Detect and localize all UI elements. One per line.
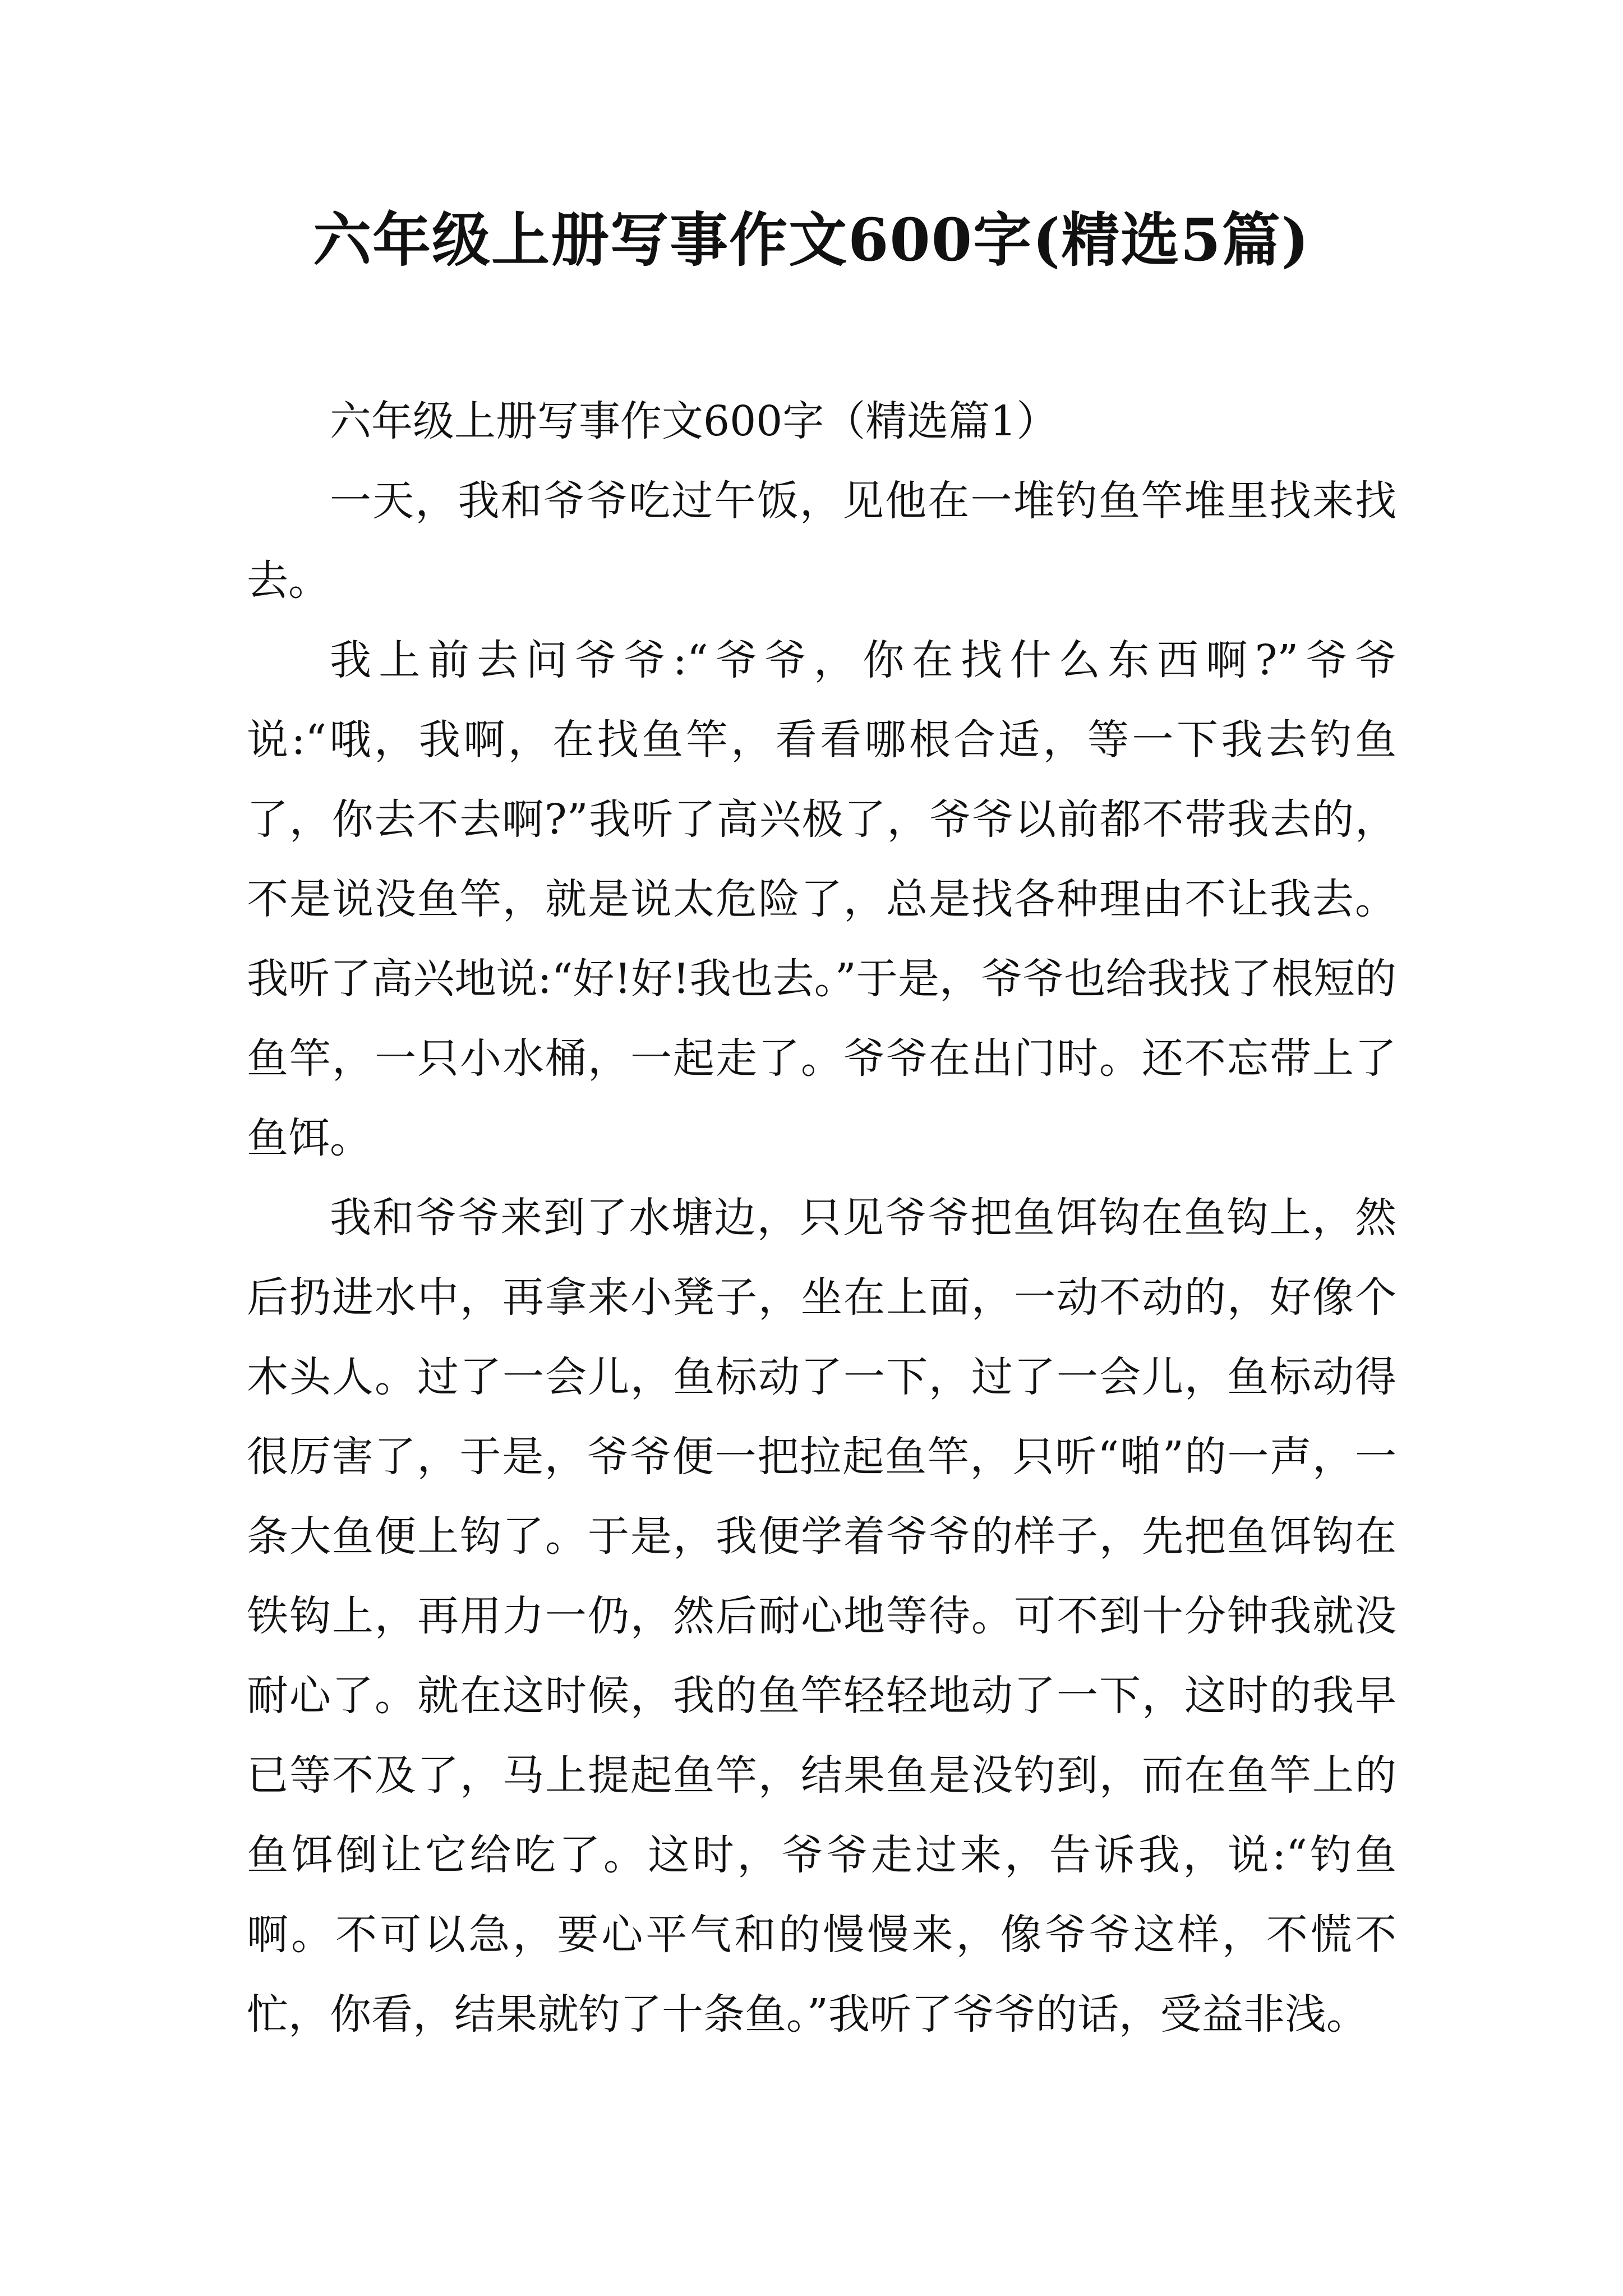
paragraph: 我上前去问爷爷:“爷爷，你在找什么东西啊?”爷爷说:“哦，我啊，在找鱼竿，看看哪根合适，等一下我去钓鱼了，你去不去啊?”我听了高兴极了，爷爷以前都不带我去的，不是说没鱼竿，就是说太危险了，总是找各种理由不让我去。我听了高兴地说:“好!好!我也去。”于是，爷爷也给我找了根短的鱼竿，一只小水桶，一起走了。爷爷在出门时。还不忘带上了鱼饵。: [247, 636, 1396, 1162]
section-heading: 六年级上册写事作文600字（精选篇1）: [330, 397, 1058, 445]
document-body: [247, 381, 1396, 2054]
paragraph: 我和爷爷来到了水塘边，只见爷爷把鱼饵钩在鱼钩上，然后扔进水中，再拿来小凳子，坐在上面，一动不动的，好像个木头人。过了一会儿，鱼标动了一下，过了一会儿，鱼标动得很厉害了，于是，爷爷便一把拉起鱼竿，只听“啪”的一声，一条大鱼便上钩了。于是，我便学着爷爷的样子，先把鱼饵钩在铁钩上，再用力一仍，然后耐心地等待。可不到十分钟我就没耐心了。就在这时候，我的鱼竿轻轻地动了一下，这时的我早已等不及了，马上提起鱼竿，结果鱼是没钓到，而在鱼竿上的鱼饵倒让它给吃了。这时，爷爷走过来，告诉我，说:“钓鱼啊。不可以急，要心平气和的慢慢来，像爷爷这样，不慌不忙，你看，结果就钓了十条鱼。”我听了爷爷的话，受益非浅。: [247, 1194, 1396, 2039]
paragraph: 一天，我和爷爷吃过午饭，见他在一堆钓鱼竿堆里找来找去。: [247, 477, 1396, 605]
document-title: 六年级上册写事作文600字(精选5篇): [313, 205, 1310, 274]
